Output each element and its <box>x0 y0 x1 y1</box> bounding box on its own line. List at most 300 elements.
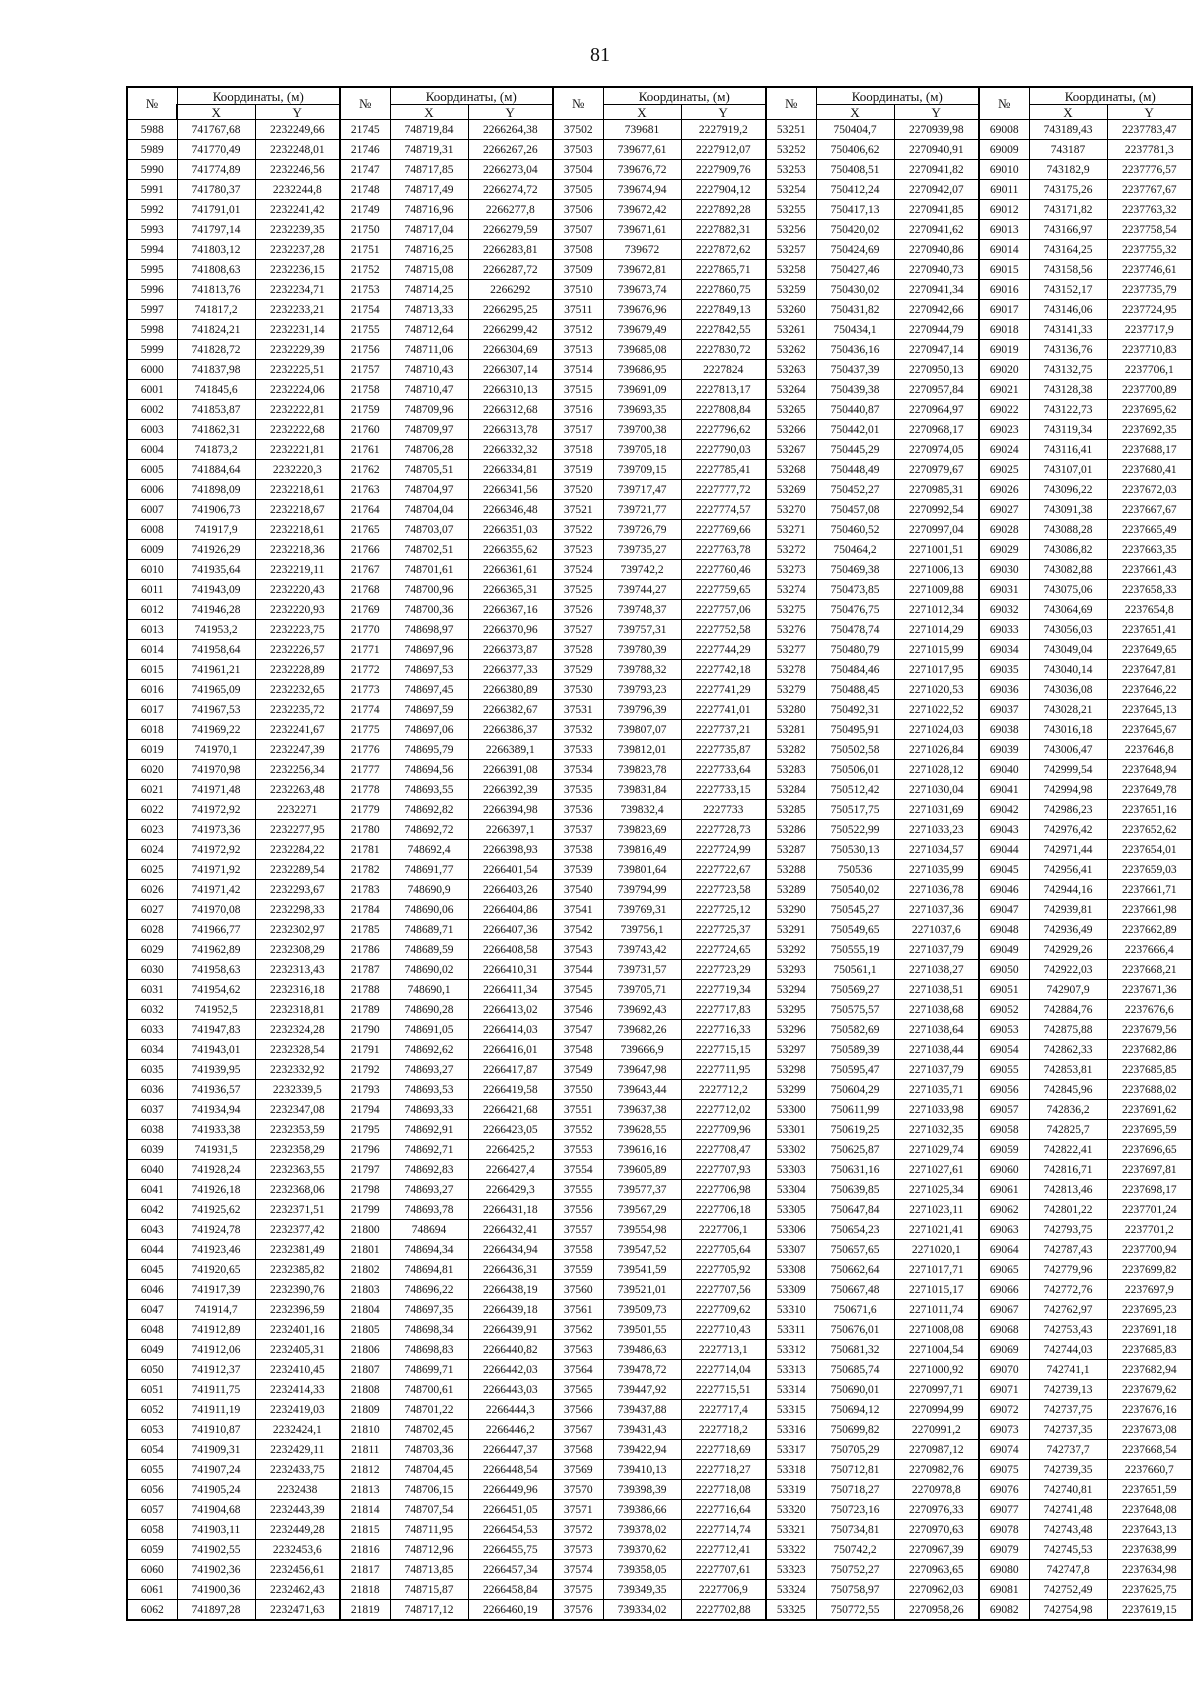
y-coordinate-cell: 2237646,22 <box>1107 680 1192 700</box>
y-coordinate-cell: 2237638,99 <box>1107 1540 1192 1560</box>
x-coordinate-cell: 748693,78 <box>390 1200 468 1220</box>
x-coordinate-cell: 739422,94 <box>603 1440 681 1460</box>
y-coordinate-cell: 2227785,41 <box>681 460 766 480</box>
y-coordinate-cell: 2271038,64 <box>894 1020 979 1040</box>
y-coordinate-cell: 2271038,51 <box>894 980 979 1000</box>
y-coordinate-cell: 2227744,29 <box>681 640 766 660</box>
y-coordinate-cell: 2232221,81 <box>255 440 340 460</box>
x-coordinate-cell: 739744,27 <box>603 580 681 600</box>
y-coordinate-cell: 2270978,8 <box>894 1480 979 1500</box>
point-number-cell: 53274 <box>766 580 816 600</box>
x-coordinate-cell: 739676,96 <box>603 300 681 320</box>
table-row <box>127 1560 1192 1580</box>
x-coordinate-cell: 743016,18 <box>1029 720 1107 740</box>
point-number-cell: 21795 <box>340 1120 390 1140</box>
x-coordinate-cell: 741970,1 <box>177 740 255 760</box>
x-coordinate-cell: 748701,22 <box>390 1400 468 1420</box>
x-coordinate-cell: 739793,23 <box>603 680 681 700</box>
x-coordinate-cell: 739370,62 <box>603 1540 681 1560</box>
x-coordinate-cell: 748692,4 <box>390 840 468 860</box>
point-number-cell: 69075 <box>979 1460 1029 1480</box>
x-coordinate-cell: 742793,75 <box>1029 1220 1107 1240</box>
point-number-cell: 69059 <box>979 1140 1029 1160</box>
y-coordinate-cell: 2271024,03 <box>894 720 979 740</box>
table-row <box>127 180 1192 200</box>
x-coordinate-cell: 739685,08 <box>603 340 681 360</box>
point-number-cell: 21770 <box>340 620 390 640</box>
x-coordinate-cell: 739717,47 <box>603 480 681 500</box>
table-row <box>127 840 1192 860</box>
point-number-cell: 53307 <box>766 1240 816 1260</box>
point-number-cell: 37514 <box>553 360 603 380</box>
y-coordinate-cell: 2270939,98 <box>894 120 979 140</box>
point-number-cell: 21776 <box>340 740 390 760</box>
point-number-cell: 21783 <box>340 880 390 900</box>
x-coordinate-cell: 741920,65 <box>177 1260 255 1280</box>
x-coordinate-cell: 750540,02 <box>816 880 894 900</box>
table-row <box>127 1580 1192 1600</box>
y-coordinate-cell: 2227725,12 <box>681 900 766 920</box>
point-number-cell: 21784 <box>340 900 390 920</box>
point-number-cell: 5992 <box>127 200 177 220</box>
y-coordinate-cell: 2232396,59 <box>255 1300 340 1320</box>
point-number-cell: 37549 <box>553 1060 603 1080</box>
table-row <box>127 820 1192 840</box>
point-number-cell: 37536 <box>553 800 603 820</box>
point-number-cell: 37569 <box>553 1460 603 1480</box>
table-row <box>127 440 1192 460</box>
point-number-cell: 6044 <box>127 1240 177 1260</box>
x-coordinate-cell: 742853,81 <box>1029 1060 1107 1080</box>
y-coordinate-cell: 2266454,53 <box>468 1520 553 1540</box>
y-coordinate-cell: 2232218,61 <box>255 520 340 540</box>
x-coordinate-cell: 739605,89 <box>603 1160 681 1180</box>
y-coordinate-cell: 2266408,58 <box>468 940 553 960</box>
point-number-cell: 69035 <box>979 660 1029 680</box>
point-number-cell: 69061 <box>979 1180 1029 1200</box>
y-coordinate-cell: 2227872,62 <box>681 240 766 260</box>
point-number-cell: 6027 <box>127 900 177 920</box>
y-coordinate-cell: 2227752,58 <box>681 620 766 640</box>
point-number-cell: 21764 <box>340 500 390 520</box>
point-number-cell: 37558 <box>553 1240 603 1260</box>
point-number-cell: 69048 <box>979 920 1029 940</box>
y-coordinate-cell: 2227718,08 <box>681 1480 766 1500</box>
header-x: X <box>603 105 681 120</box>
point-number-cell: 53258 <box>766 260 816 280</box>
x-coordinate-cell: 748703,36 <box>390 1440 468 1460</box>
y-coordinate-cell: 2271015,17 <box>894 1280 979 1300</box>
y-coordinate-cell: 2237695,59 <box>1107 1120 1192 1140</box>
point-number-cell: 53262 <box>766 340 816 360</box>
y-coordinate-cell: 2270941,62 <box>894 220 979 240</box>
x-coordinate-cell: 739334,02 <box>603 1600 681 1621</box>
point-number-cell: 21758 <box>340 380 390 400</box>
y-coordinate-cell: 2271036,78 <box>894 880 979 900</box>
x-coordinate-cell: 750734,81 <box>816 1520 894 1540</box>
point-number-cell: 69052 <box>979 1000 1029 1020</box>
x-coordinate-cell: 741862,31 <box>177 420 255 440</box>
x-coordinate-cell: 750404,7 <box>816 120 894 140</box>
point-number-cell: 37539 <box>553 860 603 880</box>
x-coordinate-cell: 748715,87 <box>390 1580 468 1600</box>
y-coordinate-cell: 2232218,61 <box>255 480 340 500</box>
point-number-cell: 53261 <box>766 320 816 340</box>
x-coordinate-cell: 748709,97 <box>390 420 468 440</box>
x-coordinate-cell: 741906,73 <box>177 500 255 520</box>
y-coordinate-cell: 2271021,41 <box>894 1220 979 1240</box>
table-row <box>127 960 1192 980</box>
point-number-cell: 37568 <box>553 1440 603 1460</box>
x-coordinate-cell: 741898,09 <box>177 480 255 500</box>
point-number-cell: 53314 <box>766 1380 816 1400</box>
y-coordinate-cell: 2237682,94 <box>1107 1360 1192 1380</box>
x-coordinate-cell: 741933,38 <box>177 1120 255 1140</box>
point-number-cell: 21782 <box>340 860 390 880</box>
point-number-cell: 53291 <box>766 920 816 940</box>
y-coordinate-cell: 2232263,48 <box>255 780 340 800</box>
x-coordinate-cell: 742743,48 <box>1029 1520 1107 1540</box>
y-coordinate-cell: 2266438,19 <box>468 1280 553 1300</box>
x-coordinate-cell: 748707,54 <box>390 1500 468 1520</box>
y-coordinate-cell: 2237668,21 <box>1107 960 1192 980</box>
x-coordinate-cell: 748717,49 <box>390 180 468 200</box>
x-coordinate-cell: 743158,56 <box>1029 260 1107 280</box>
y-coordinate-cell: 2270985,31 <box>894 480 979 500</box>
y-coordinate-cell: 2237691,62 <box>1107 1100 1192 1120</box>
point-number-cell: 69056 <box>979 1080 1029 1100</box>
table-row <box>127 280 1192 300</box>
point-number-cell: 6019 <box>127 740 177 760</box>
x-coordinate-cell: 748712,96 <box>390 1540 468 1560</box>
y-coordinate-cell: 2271034,57 <box>894 840 979 860</box>
y-coordinate-cell: 2237649,65 <box>1107 640 1192 660</box>
x-coordinate-cell: 739358,05 <box>603 1560 681 1580</box>
y-coordinate-cell: 2237663,35 <box>1107 540 1192 560</box>
y-coordinate-cell: 2232424,1 <box>255 1420 340 1440</box>
x-coordinate-cell: 739721,77 <box>603 500 681 520</box>
x-coordinate-cell: 741931,5 <box>177 1140 255 1160</box>
point-number-cell: 5998 <box>127 320 177 340</box>
y-coordinate-cell: 2266407,36 <box>468 920 553 940</box>
table-row <box>127 1420 1192 1440</box>
point-number-cell: 53294 <box>766 980 816 1000</box>
point-number-cell: 53302 <box>766 1140 816 1160</box>
y-coordinate-cell: 2271030,04 <box>894 780 979 800</box>
y-coordinate-cell: 2271037,79 <box>894 940 979 960</box>
y-coordinate-cell: 2232347,08 <box>255 1100 340 1120</box>
x-coordinate-cell: 739541,59 <box>603 1260 681 1280</box>
point-number-cell: 37509 <box>553 260 603 280</box>
point-number-cell: 6058 <box>127 1520 177 1540</box>
point-number-cell: 37532 <box>553 720 603 740</box>
y-coordinate-cell: 2271033,23 <box>894 820 979 840</box>
x-coordinate-cell: 741943,01 <box>177 1040 255 1060</box>
y-coordinate-cell: 2232220,43 <box>255 580 340 600</box>
y-coordinate-cell: 2271017,71 <box>894 1260 979 1280</box>
point-number-cell: 53290 <box>766 900 816 920</box>
x-coordinate-cell: 739681 <box>603 120 681 140</box>
table-row <box>127 740 1192 760</box>
point-number-cell: 69064 <box>979 1240 1029 1260</box>
point-number-cell: 21816 <box>340 1540 390 1560</box>
x-coordinate-cell: 741936,57 <box>177 1080 255 1100</box>
point-number-cell: 6062 <box>127 1600 177 1621</box>
x-coordinate-cell: 741911,75 <box>177 1380 255 1400</box>
point-number-cell: 53300 <box>766 1100 816 1120</box>
point-number-cell: 69080 <box>979 1560 1029 1580</box>
x-coordinate-cell: 741934,94 <box>177 1100 255 1120</box>
x-coordinate-cell: 743064,69 <box>1029 600 1107 620</box>
x-coordinate-cell: 739567,29 <box>603 1200 681 1220</box>
x-coordinate-cell: 743119,34 <box>1029 420 1107 440</box>
x-coordinate-cell: 750758,97 <box>816 1580 894 1600</box>
y-coordinate-cell: 2266439,91 <box>468 1320 553 1340</box>
y-coordinate-cell: 2266277,8 <box>468 200 553 220</box>
table-row <box>127 1040 1192 1060</box>
x-coordinate-cell: 748719,31 <box>390 140 468 160</box>
y-coordinate-cell: 2227733,15 <box>681 780 766 800</box>
x-coordinate-cell: 739671,61 <box>603 220 681 240</box>
y-coordinate-cell: 2232256,34 <box>255 760 340 780</box>
point-number-cell: 53259 <box>766 280 816 300</box>
point-number-cell: 6010 <box>127 560 177 580</box>
y-coordinate-cell: 2271035,99 <box>894 860 979 880</box>
point-number-cell: 69026 <box>979 480 1029 500</box>
x-coordinate-cell: 741972,92 <box>177 840 255 860</box>
point-number-cell: 6047 <box>127 1300 177 1320</box>
x-coordinate-cell: 742744,03 <box>1029 1340 1107 1360</box>
y-coordinate-cell: 2271035,71 <box>894 1080 979 1100</box>
point-number-cell: 53318 <box>766 1460 816 1480</box>
y-coordinate-cell: 2232324,28 <box>255 1020 340 1040</box>
point-number-cell: 21777 <box>340 760 390 780</box>
y-coordinate-cell: 2266440,82 <box>468 1340 553 1360</box>
x-coordinate-cell: 750434,1 <box>816 320 894 340</box>
x-coordinate-cell: 741943,09 <box>177 580 255 600</box>
x-coordinate-cell: 739509,73 <box>603 1300 681 1320</box>
x-coordinate-cell: 750712,81 <box>816 1460 894 1480</box>
point-number-cell: 53310 <box>766 1300 816 1320</box>
y-coordinate-cell: 2266436,31 <box>468 1260 553 1280</box>
point-number-cell: 21756 <box>340 340 390 360</box>
point-number-cell: 37515 <box>553 380 603 400</box>
table-row <box>127 340 1192 360</box>
y-coordinate-cell: 2237697,81 <box>1107 1160 1192 1180</box>
point-number-cell: 53280 <box>766 700 816 720</box>
y-coordinate-cell: 2237651,41 <box>1107 620 1192 640</box>
x-coordinate-cell: 742939,81 <box>1029 900 1107 920</box>
point-number-cell: 37511 <box>553 300 603 320</box>
x-coordinate-cell: 739682,26 <box>603 1020 681 1040</box>
y-coordinate-cell: 2270982,76 <box>894 1460 979 1480</box>
y-coordinate-cell: 2266273,04 <box>468 160 553 180</box>
point-number-cell: 6039 <box>127 1140 177 1160</box>
x-coordinate-cell: 750545,27 <box>816 900 894 920</box>
x-coordinate-cell: 743164,25 <box>1029 240 1107 260</box>
y-coordinate-cell: 2227769,66 <box>681 520 766 540</box>
y-coordinate-cell: 2232246,56 <box>255 160 340 180</box>
point-number-cell: 37541 <box>553 900 603 920</box>
x-coordinate-cell: 748712,64 <box>390 320 468 340</box>
header-number: № <box>979 87 1029 120</box>
point-number-cell: 6017 <box>127 700 177 720</box>
y-coordinate-cell: 2237648,94 <box>1107 760 1192 780</box>
table-row <box>127 920 1192 940</box>
x-coordinate-cell: 741952,5 <box>177 1000 255 1020</box>
point-number-cell: 53323 <box>766 1560 816 1580</box>
x-coordinate-cell: 748705,51 <box>390 460 468 480</box>
table-row <box>127 400 1192 420</box>
x-coordinate-cell: 742944,16 <box>1029 880 1107 900</box>
point-number-cell: 6030 <box>127 960 177 980</box>
x-coordinate-cell: 748697,35 <box>390 1300 468 1320</box>
point-number-cell: 21786 <box>340 940 390 960</box>
y-coordinate-cell: 2232284,22 <box>255 840 340 860</box>
y-coordinate-cell: 2237647,81 <box>1107 660 1192 680</box>
x-coordinate-cell: 750517,75 <box>816 800 894 820</box>
point-number-cell: 21749 <box>340 200 390 220</box>
point-number-cell: 6020 <box>127 760 177 780</box>
point-number-cell: 37516 <box>553 400 603 420</box>
x-coordinate-cell: 743122,73 <box>1029 400 1107 420</box>
point-number-cell: 53308 <box>766 1260 816 1280</box>
y-coordinate-cell: 2271004,54 <box>894 1340 979 1360</box>
y-coordinate-cell: 2266421,68 <box>468 1100 553 1120</box>
point-number-cell: 6049 <box>127 1340 177 1360</box>
point-number-cell: 37504 <box>553 160 603 180</box>
point-number-cell: 37508 <box>553 240 603 260</box>
y-coordinate-cell: 2271031,69 <box>894 800 979 820</box>
x-coordinate-cell: 748713,85 <box>390 1560 468 1580</box>
table-row <box>127 460 1192 480</box>
y-coordinate-cell: 2227725,37 <box>681 920 766 940</box>
header-y: Y <box>894 105 979 120</box>
point-number-cell: 37537 <box>553 820 603 840</box>
header-y: Y <box>1107 105 1192 120</box>
x-coordinate-cell: 743091,38 <box>1029 500 1107 520</box>
y-coordinate-cell: 2270940,86 <box>894 240 979 260</box>
y-coordinate-cell: 2237667,67 <box>1107 500 1192 520</box>
table-row <box>127 520 1192 540</box>
x-coordinate-cell: 739349,35 <box>603 1580 681 1600</box>
header-number: № <box>766 87 816 120</box>
y-coordinate-cell: 2227742,18 <box>681 660 766 680</box>
x-coordinate-cell: 748692,91 <box>390 1120 468 1140</box>
x-coordinate-cell: 750671,6 <box>816 1300 894 1320</box>
y-coordinate-cell: 2232222,81 <box>255 400 340 420</box>
y-coordinate-cell: 2227735,87 <box>681 740 766 760</box>
y-coordinate-cell: 2237671,36 <box>1107 980 1192 1000</box>
x-coordinate-cell: 742845,96 <box>1029 1080 1107 1100</box>
x-coordinate-cell: 743096,22 <box>1029 480 1107 500</box>
y-coordinate-cell: 2266355,62 <box>468 540 553 560</box>
point-number-cell: 6056 <box>127 1480 177 1500</box>
point-number-cell: 6045 <box>127 1260 177 1280</box>
x-coordinate-cell: 748717,85 <box>390 160 468 180</box>
y-coordinate-cell: 2227724,65 <box>681 940 766 960</box>
point-number-cell: 6034 <box>127 1040 177 1060</box>
y-coordinate-cell: 2237767,67 <box>1107 180 1192 200</box>
point-number-cell: 6005 <box>127 460 177 480</box>
point-number-cell: 53255 <box>766 200 816 220</box>
x-coordinate-cell: 739501,55 <box>603 1320 681 1340</box>
point-number-cell: 37534 <box>553 760 603 780</box>
y-coordinate-cell: 2266267,26 <box>468 140 553 160</box>
y-coordinate-cell: 2266410,31 <box>468 960 553 980</box>
y-coordinate-cell: 2227717,83 <box>681 1000 766 1020</box>
x-coordinate-cell: 743107,01 <box>1029 460 1107 480</box>
point-number-cell: 5995 <box>127 260 177 280</box>
point-number-cell: 21752 <box>340 260 390 280</box>
table-row <box>127 1060 1192 1080</box>
y-coordinate-cell: 2232239,35 <box>255 220 340 240</box>
x-coordinate-cell: 739831,84 <box>603 780 681 800</box>
x-coordinate-cell: 739796,39 <box>603 700 681 720</box>
x-coordinate-cell: 741969,22 <box>177 720 255 740</box>
point-number-cell: 21779 <box>340 800 390 820</box>
x-coordinate-cell: 741774,89 <box>177 160 255 180</box>
x-coordinate-cell: 748715,08 <box>390 260 468 280</box>
table-row <box>127 800 1192 820</box>
x-coordinate-cell: 750536 <box>816 860 894 880</box>
x-coordinate-cell: 741965,09 <box>177 680 255 700</box>
y-coordinate-cell: 2227733,64 <box>681 760 766 780</box>
x-coordinate-cell: 748691,05 <box>390 1020 468 1040</box>
y-coordinate-cell: 2237658,33 <box>1107 580 1192 600</box>
point-number-cell: 37542 <box>553 920 603 940</box>
point-number-cell: 69009 <box>979 140 1029 160</box>
y-coordinate-cell: 2227737,21 <box>681 720 766 740</box>
x-coordinate-cell: 741873,2 <box>177 440 255 460</box>
x-coordinate-cell: 743086,82 <box>1029 540 1107 560</box>
y-coordinate-cell: 2227919,2 <box>681 120 766 140</box>
point-number-cell: 69070 <box>979 1360 1029 1380</box>
x-coordinate-cell: 750506,01 <box>816 760 894 780</box>
x-coordinate-cell: 739577,37 <box>603 1180 681 1200</box>
y-coordinate-cell: 2266442,03 <box>468 1360 553 1380</box>
point-number-cell: 69030 <box>979 560 1029 580</box>
x-coordinate-cell: 748693,33 <box>390 1100 468 1120</box>
point-number-cell: 37546 <box>553 1000 603 1020</box>
x-coordinate-cell: 743040,14 <box>1029 660 1107 680</box>
y-coordinate-cell: 2266447,37 <box>468 1440 553 1460</box>
x-coordinate-cell: 741966,77 <box>177 920 255 940</box>
x-coordinate-cell: 750427,46 <box>816 260 894 280</box>
y-coordinate-cell: 2271033,98 <box>894 1100 979 1120</box>
x-coordinate-cell: 741912,89 <box>177 1320 255 1340</box>
x-coordinate-cell: 750522,99 <box>816 820 894 840</box>
point-number-cell: 53315 <box>766 1400 816 1420</box>
y-coordinate-cell: 2266392,39 <box>468 780 553 800</box>
point-number-cell: 53281 <box>766 720 816 740</box>
x-coordinate-cell: 739757,31 <box>603 620 681 640</box>
point-number-cell: 53285 <box>766 800 816 820</box>
x-coordinate-cell: 742737,75 <box>1029 1400 1107 1420</box>
y-coordinate-cell: 2232358,29 <box>255 1140 340 1160</box>
y-coordinate-cell: 2271006,13 <box>894 560 979 580</box>
x-coordinate-cell: 743175,26 <box>1029 180 1107 200</box>
y-coordinate-cell: 2237673,08 <box>1107 1420 1192 1440</box>
point-number-cell: 69054 <box>979 1040 1029 1060</box>
point-number-cell: 37551 <box>553 1100 603 1120</box>
y-coordinate-cell: 2270958,26 <box>894 1600 979 1621</box>
table-row <box>127 1260 1192 1280</box>
x-coordinate-cell: 741905,24 <box>177 1480 255 1500</box>
point-number-cell: 21811 <box>340 1440 390 1460</box>
x-coordinate-cell: 750681,32 <box>816 1340 894 1360</box>
y-coordinate-cell: 2232236,15 <box>255 260 340 280</box>
